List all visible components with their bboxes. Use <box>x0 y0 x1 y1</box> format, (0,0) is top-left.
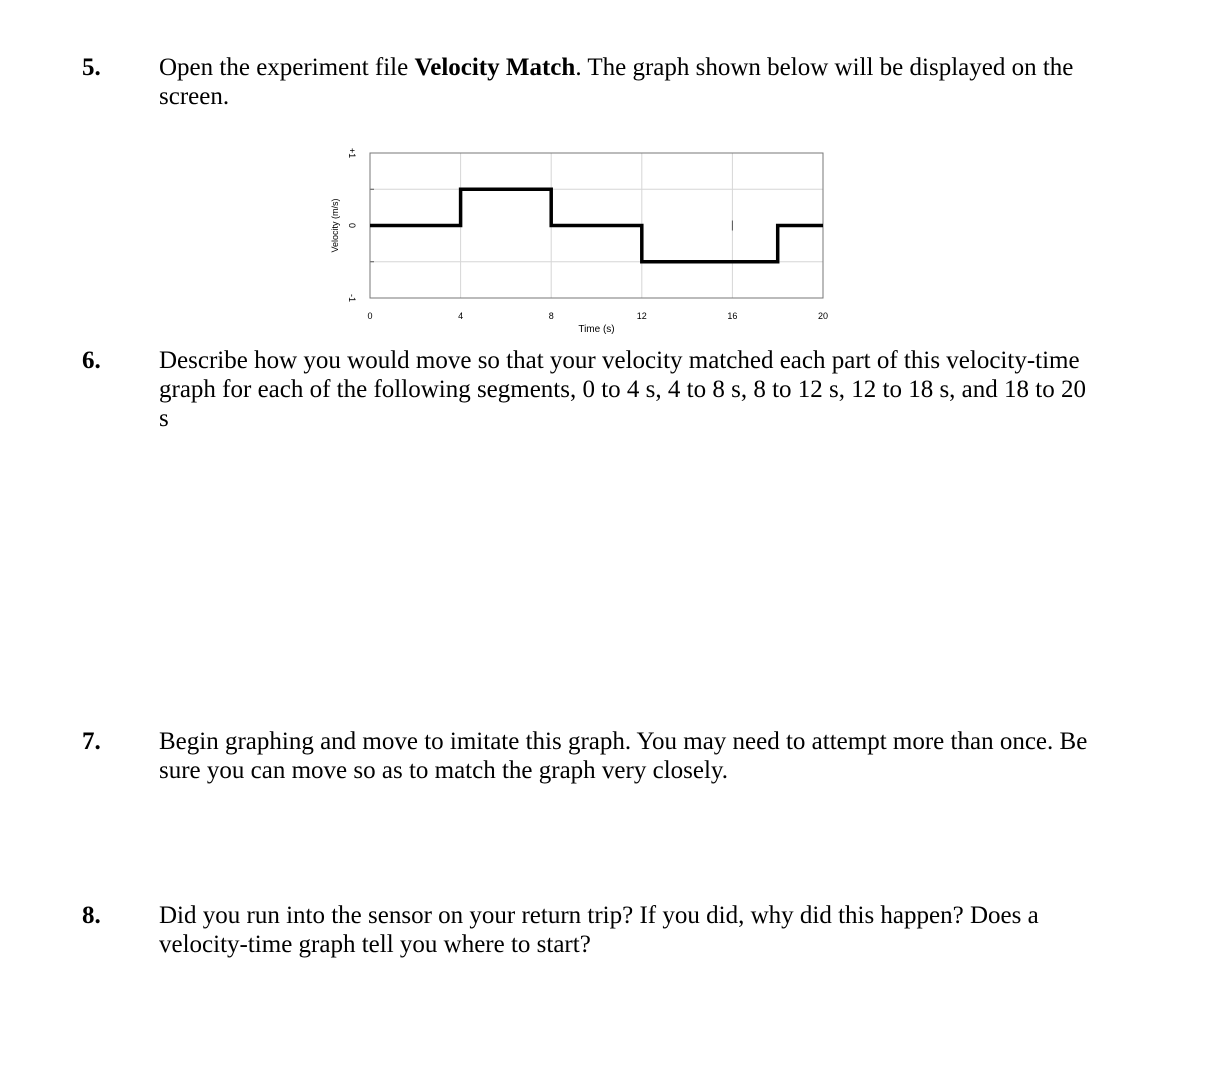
x-tick-label: 4 <box>458 311 464 321</box>
x-tick-label: 16 <box>727 311 738 321</box>
question-7-number: 7. <box>82 728 101 755</box>
x-tick-label: 8 <box>548 311 554 321</box>
y-tick-label: -1 <box>347 293 357 303</box>
question-5-text-after: . The graph shown below will be displayed on the screen. <box>159 54 1074 110</box>
y-axis-label: Velocity (m/s) <box>330 198 340 253</box>
question-5-number: 5. <box>82 54 101 81</box>
velocity-time-chart <box>320 138 840 343</box>
y-tick-label: 0 <box>347 222 357 229</box>
y-tick-label: +1 <box>347 147 357 159</box>
x-tick-label: 0 <box>367 311 373 321</box>
question-6-number: 6. <box>82 347 101 374</box>
experiment-file-name: Velocity Match <box>414 54 576 81</box>
question-5-text <box>159 53 1089 111</box>
question-8-number: 8. <box>82 902 101 929</box>
chart-ticks <box>347 148 828 321</box>
question-8-text: Did you run into the sensor on your return trip? If you did, why did this happen? Does a velocity-time graph tell you where to start? <box>159 902 1039 958</box>
question-5-text-before: Open the experiment file <box>159 54 415 81</box>
x-axis-label: Time (s) <box>578 324 615 335</box>
velocity-series-line <box>370 189 823 262</box>
question-6-text: Describe how you would move so that your velocity matched each part of this velocity-time graph for each of the following segments, 0 to 4 s, 4 to 8 s, 8 to 12 s, 12 to 18 s, and 18 to 20 s <box>159 347 1086 432</box>
question-7-text: Begin graphing and move to imitate this graph. You may need to attempt more than once. Be sure you can move so as to match the graph very closely. <box>159 728 1088 784</box>
x-tick-label: 20 <box>817 311 829 321</box>
x-tick-label: 12 <box>636 311 647 321</box>
